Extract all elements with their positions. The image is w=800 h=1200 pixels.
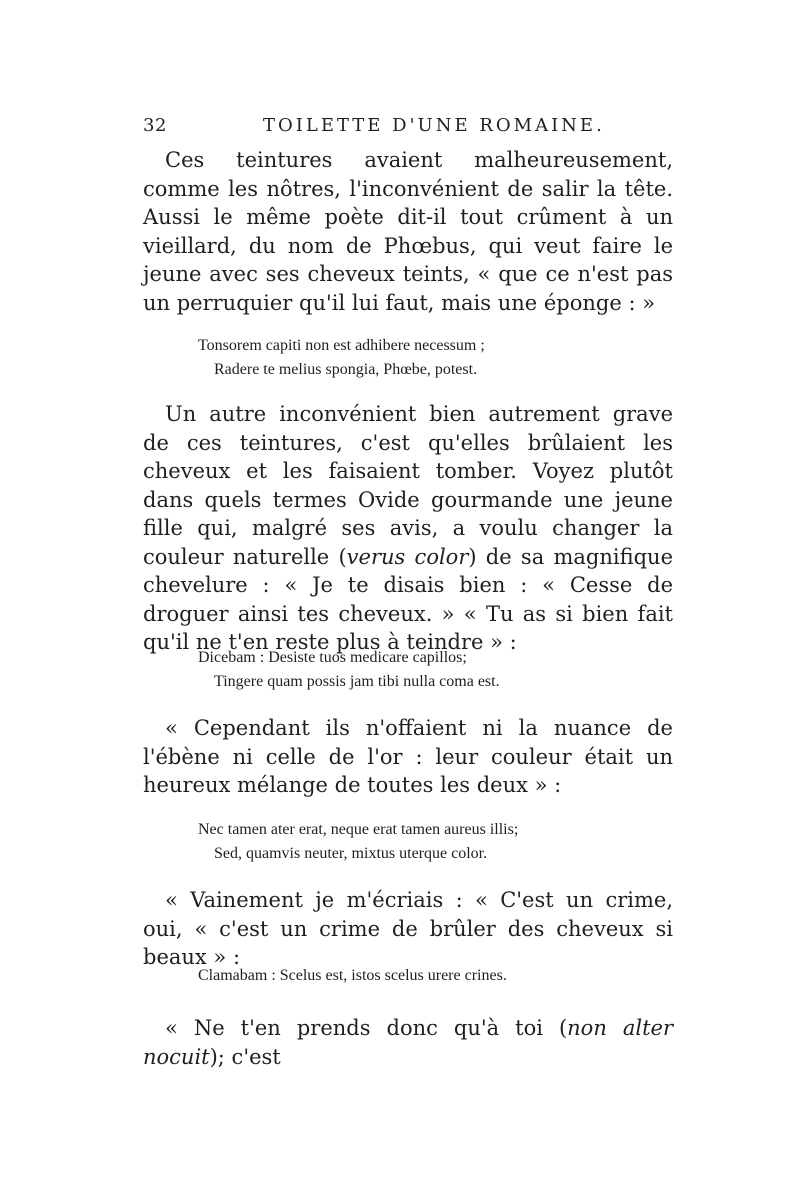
verse-line: Tonsorem capiti non est adhibere necessum ; bbox=[198, 337, 485, 354]
verse-line: Tingere quam possis jam tibi nulla coma est. bbox=[214, 673, 500, 690]
paragraph-4 bbox=[143, 886, 673, 972]
running-title: TOILETTE D'UNE ROMAINE. bbox=[263, 115, 605, 136]
paragraph-5-text bbox=[143, 1014, 673, 1071]
verse-line: Nec tamen ater erat, neque erat tamen aureus illis; bbox=[198, 821, 519, 838]
paragraph-2-part-2: ) de sa magnifique chevelure : « Je te disais bien : « Cesse de droguer ainsi tes cheveux. » « Tu as si bien fait qu'il ne t'en reste plus à teindre » : bbox=[143, 544, 673, 654]
paragraph-3 bbox=[143, 714, 673, 800]
verse-4 bbox=[198, 964, 507, 988]
paragraph-5-part-1: « Ne t'en prends donc qu'à toi ( bbox=[165, 1016, 568, 1040]
paragraph-3-text: « Cependant ils n'offaient ni la nuance de l'ébène ni celle de l'or : leur couleur était un heureux mélange de toutes les deux » : bbox=[143, 716, 673, 797]
verse-2 bbox=[198, 646, 500, 694]
paragraph-4-text: « Vainement je m'écriais : « C'est un crime, oui, « c'est un crime de brûler des cheveux si beaux » : bbox=[143, 888, 673, 969]
paragraph-1-text: Ces teintures avaient malheureusement, comme les nôtres, l'inconvénient de salir la tête. Aussi le même poète dit-il tout crûment à un vieillard, du nom de Phœbus, qui veut faire le jeune avec ses cheveux teints, « que ce n'est pas un perruquier qu'il lui faut, mais une éponge : » bbox=[143, 148, 673, 315]
paragraph-5 bbox=[143, 1014, 673, 1071]
paragraph-5-italic: non alter nocuit bbox=[143, 1016, 673, 1069]
verse-line: Dicebam : Desiste tuos medicare capillos; bbox=[198, 649, 467, 666]
verse-line: Clamabam : Scelus est, istos scelus urere crines. bbox=[198, 967, 507, 984]
verse-line: Radere te melius spongia, Phœbe, potest. bbox=[214, 361, 478, 378]
paragraph-2-part-1: Un autre inconvénient bien autrement grave de ces teintures, c'est qu'elles brûlaient les cheveux et les faisaient tomber. Voyez plutôt dans quels termes Ovide gourmande une jeune fille qui, malgré ses avis, a voulu changer la couleur naturelle ( bbox=[143, 402, 673, 569]
paragraph-2-italic: verus color bbox=[346, 544, 469, 569]
paragraph-2 bbox=[143, 400, 673, 657]
verse-1 bbox=[198, 334, 485, 382]
verse-line: Sed, quamvis neuter, mixtus uterque color. bbox=[214, 845, 488, 862]
paragraph-2-text bbox=[143, 400, 673, 657]
verse-3 bbox=[198, 818, 518, 866]
paragraph-5-part-2: ); c'est bbox=[209, 1044, 281, 1069]
page-number: 32 bbox=[143, 115, 167, 136]
page-header bbox=[143, 115, 668, 139]
paragraph-1 bbox=[143, 146, 673, 317]
